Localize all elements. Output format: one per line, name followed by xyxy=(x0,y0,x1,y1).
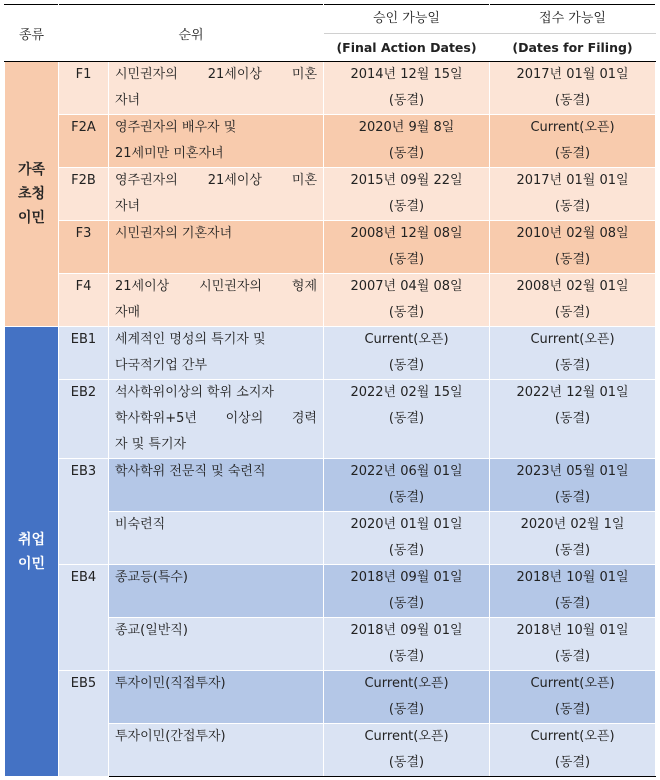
desc-line: 자 및 특기자 xyxy=(115,437,187,452)
filing-date: Current(오픈) xyxy=(530,332,615,347)
row-code: F4 xyxy=(59,274,109,327)
approval-date: 2014년 12월 15일 xyxy=(350,67,463,82)
row-description xyxy=(109,380,324,459)
row-approval-date xyxy=(324,62,490,115)
filing-status: (동결) xyxy=(554,490,591,505)
approval-date: 2018년 09월 01일 xyxy=(350,623,463,638)
row-approval-date xyxy=(324,724,490,777)
header-approval xyxy=(324,5,490,34)
filing-date: Current(오픈) xyxy=(530,120,615,135)
category-employment-line-2: 이민 xyxy=(17,555,46,572)
row-code: F3 xyxy=(59,221,109,274)
desc-line: 자녀 xyxy=(115,199,141,214)
filing-status: (동결) xyxy=(554,252,591,267)
row-approval-date xyxy=(324,671,490,724)
approval-date: 2022년 02월 15일 xyxy=(350,385,463,400)
header-rank xyxy=(59,5,324,62)
desc-line: 종교등(특수) xyxy=(115,570,188,585)
visa-bulletin-table-wrapper xyxy=(4,4,655,777)
filing-date: Current(오픈) xyxy=(530,729,615,744)
table-row-f2b xyxy=(5,168,656,221)
approval-status: (동결) xyxy=(388,146,425,161)
category-family-line-1: 가족 xyxy=(17,162,46,178)
approval-status: (동결) xyxy=(388,649,425,664)
desc-line xyxy=(115,538,317,564)
row-filing-date xyxy=(490,724,656,777)
filing-date: 2008년 02월 01일 xyxy=(516,279,629,294)
row-filing-date xyxy=(490,459,656,512)
filing-status: (동결) xyxy=(554,146,591,161)
desc-line: 종교(일반직) xyxy=(115,623,188,638)
row-description xyxy=(109,565,324,618)
category-family-line-2: 초청 xyxy=(17,186,46,202)
row-description xyxy=(109,512,324,565)
desc-line: 21세이상 시민권자의 형제 xyxy=(115,279,317,294)
desc-line xyxy=(115,750,317,776)
desc-line xyxy=(115,485,317,511)
row-code: EB1 xyxy=(59,327,109,380)
row-code-eb3: EB3 xyxy=(59,459,109,565)
filing-status: (동결) xyxy=(554,543,591,558)
table-row-eb4-special xyxy=(5,565,656,618)
row-filing-date xyxy=(490,274,656,327)
approval-status: (동결) xyxy=(388,755,425,770)
approval-status: (동결) xyxy=(388,490,425,505)
approval-date: 2020년 01월 01일 xyxy=(350,517,463,532)
approval-date: 2015년 09월 22일 xyxy=(350,173,463,188)
desc-line: 석사학위이상의 학위 소지자 xyxy=(115,385,274,400)
row-approval-date xyxy=(324,327,490,380)
table-row-eb1 xyxy=(5,327,656,380)
desc-line xyxy=(115,591,317,617)
approval-status: (동결) xyxy=(388,596,425,611)
row-filing-date xyxy=(490,512,656,565)
filing-status: (동결) xyxy=(554,358,591,373)
header-type xyxy=(5,5,59,62)
approval-date: 2007년 04월 08일 xyxy=(350,279,463,294)
row-code: F2A xyxy=(59,115,109,168)
row-approval-date xyxy=(324,459,490,512)
header-rank-label: 순위 xyxy=(178,27,204,43)
filing-date: 2017년 01월 01일 xyxy=(516,173,629,188)
filing-status: (동결) xyxy=(554,199,591,214)
table-row-eb3-skilled xyxy=(5,459,656,512)
row-description xyxy=(109,327,324,380)
row-approval-date xyxy=(324,380,490,459)
filing-status: (동결) xyxy=(554,305,591,320)
approval-date: 2020년 9월 8일 xyxy=(358,120,455,135)
row-description xyxy=(109,274,324,327)
table-row-eb2 xyxy=(5,380,656,459)
desc-line: 학사학위+5년 이상의 경력 xyxy=(115,411,317,426)
filing-date: 2020년 02월 1일 xyxy=(520,517,625,532)
row-approval-date xyxy=(324,512,490,565)
filing-date: 2022년 12월 01일 xyxy=(516,385,629,400)
row-description xyxy=(109,671,324,724)
row-approval-date xyxy=(324,565,490,618)
approval-date: Current(오픈) xyxy=(364,676,449,691)
category-family-line-3: 이민 xyxy=(17,210,46,226)
desc-line: 세계적인 명성의 특기자 및 xyxy=(115,332,266,347)
row-filing-date xyxy=(490,115,656,168)
filing-status: (동결) xyxy=(554,649,591,664)
row-filing-date xyxy=(490,327,656,380)
row-code-eb4: EB4 xyxy=(59,565,109,671)
table-row-eb5-direct xyxy=(5,671,656,724)
table-row-f3 xyxy=(5,221,656,274)
desc-line: 자녀 xyxy=(115,93,141,108)
row-filing-date xyxy=(490,618,656,671)
filing-date: 2023년 05월 01일 xyxy=(516,464,629,479)
approval-status: (동결) xyxy=(388,411,425,426)
approval-status: (동결) xyxy=(388,93,425,108)
category-employment xyxy=(5,327,59,777)
row-code-eb5: EB5 xyxy=(59,671,109,777)
approval-status: (동결) xyxy=(388,358,425,373)
row-code: F2B xyxy=(59,168,109,221)
header-filing-label: 접수 가능일 xyxy=(539,11,606,27)
desc-line: 영주권자의 21세이상 미혼 xyxy=(115,173,317,188)
row-code: F1 xyxy=(59,62,109,115)
header-type-label: 종류 xyxy=(18,27,45,43)
row-code: EB2 xyxy=(59,380,109,459)
filing-status: (동결) xyxy=(554,702,591,717)
row-filing-date xyxy=(490,671,656,724)
approval-date: 2022년 06월 01일 xyxy=(350,464,463,479)
desc-line: 시민권자의 21세이상 미혼 xyxy=(115,67,317,82)
approval-status: (동결) xyxy=(388,543,425,558)
header-approval-label: 승인 가능일 xyxy=(373,11,440,27)
desc-line: 다국적기업 간부 xyxy=(115,358,208,373)
row-filing-date xyxy=(490,380,656,459)
row-filing-date xyxy=(490,221,656,274)
filing-date: 2018년 10월 01일 xyxy=(516,623,629,638)
row-approval-date xyxy=(324,221,490,274)
visa-bulletin-table xyxy=(4,4,656,777)
desc-line: 영주권자의 배우자 및 xyxy=(115,120,237,135)
row-filing-date xyxy=(490,565,656,618)
approval-date: Current(오픈) xyxy=(364,729,449,744)
header-approval-en xyxy=(324,33,490,62)
filing-date: 2018년 10월 01일 xyxy=(516,570,629,585)
desc-line: 21세미만 미혼자녀 xyxy=(115,146,224,161)
approval-date: 2008년 12월 08일 xyxy=(350,226,463,241)
filing-status: (동결) xyxy=(554,596,591,611)
header-filing-en xyxy=(490,33,656,62)
desc-line: 학사학위 전문직 및 숙련직 xyxy=(115,464,266,479)
category-employment-line-1: 취업 xyxy=(17,531,46,548)
row-approval-date xyxy=(324,115,490,168)
desc-line xyxy=(115,247,317,273)
filing-date: 2017년 01월 01일 xyxy=(516,67,629,82)
approval-status: (동결) xyxy=(388,199,425,214)
row-approval-date xyxy=(324,618,490,671)
desc-line: 비숙련직 xyxy=(115,517,166,532)
header-approval-en-label: (Final Action Dates) xyxy=(336,39,477,55)
desc-line: 자매 xyxy=(115,305,141,320)
filing-date: 2010년 02월 08일 xyxy=(516,226,629,241)
desc-line: 시민권자의 기혼자녀 xyxy=(115,226,233,241)
approval-status: (동결) xyxy=(388,702,425,717)
header-filing-en-label: (Dates for Filing) xyxy=(512,39,633,55)
row-approval-date xyxy=(324,274,490,327)
row-approval-date xyxy=(324,168,490,221)
desc-line: 투자이민(직접투자) xyxy=(115,676,226,691)
filing-status: (동결) xyxy=(554,755,591,770)
category-family xyxy=(5,62,59,327)
desc-line: 투자이민(간접투자) xyxy=(115,729,226,744)
row-description xyxy=(109,115,324,168)
row-description xyxy=(109,221,324,274)
table-row-f4 xyxy=(5,274,656,327)
approval-status: (동결) xyxy=(388,252,425,267)
header-row-1 xyxy=(5,5,656,34)
approval-status: (동결) xyxy=(388,305,425,320)
desc-line xyxy=(115,697,317,723)
table-row-f2a xyxy=(5,115,656,168)
row-description xyxy=(109,168,324,221)
filing-status: (동결) xyxy=(554,411,591,426)
header-filing xyxy=(490,5,656,34)
row-description xyxy=(109,62,324,115)
desc-line xyxy=(115,644,317,670)
table-row-f1 xyxy=(5,62,656,115)
row-filing-date xyxy=(490,168,656,221)
filing-date: Current(오픈) xyxy=(530,676,615,691)
row-description xyxy=(109,459,324,512)
row-filing-date xyxy=(490,62,656,115)
approval-date: 2018년 09월 01일 xyxy=(350,570,463,585)
row-description xyxy=(109,724,324,777)
filing-status: (동결) xyxy=(554,93,591,108)
row-description xyxy=(109,618,324,671)
approval-date: Current(오픈) xyxy=(364,332,449,347)
